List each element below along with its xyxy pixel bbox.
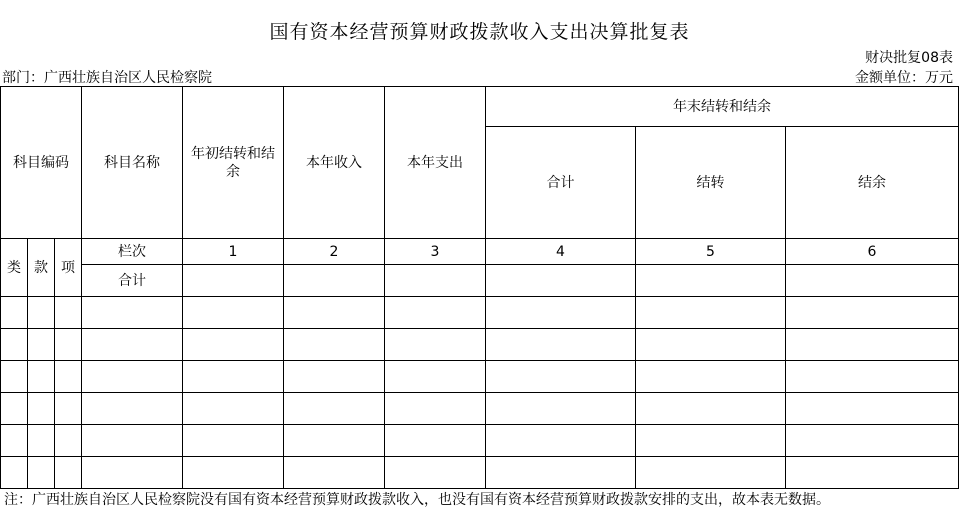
column-number: 6 xyxy=(786,239,959,265)
header-expense: 本年支出 xyxy=(385,87,486,239)
approval-table xyxy=(0,86,959,489)
table-cell xyxy=(385,265,486,297)
table-cell xyxy=(284,265,385,297)
table-row xyxy=(1,297,959,329)
header-end-total: 合计 xyxy=(486,127,636,239)
column-number: 4 xyxy=(486,239,636,265)
table-row xyxy=(1,393,959,425)
department-label: 部门：广西壮族自治区人民检察院 xyxy=(2,70,212,86)
header-begin-balance: 年初结转和结余 xyxy=(183,87,284,239)
column-index-label: 栏次 xyxy=(82,239,183,265)
table-row xyxy=(1,425,959,457)
table-row xyxy=(1,329,959,361)
total-row xyxy=(1,265,959,297)
form-code: 财决批复08表 xyxy=(865,50,953,66)
footnote: 注：广西壮族自治区人民检察院没有国有资本经营预算财政拨款收入，也没有国有资本经营预算财政拨款安排的支出，故本表无数据。 xyxy=(4,492,830,508)
table-cell xyxy=(786,265,959,297)
header-end-carry: 结转 xyxy=(636,127,786,239)
column-number: 3 xyxy=(385,239,486,265)
header-subject-name: 科目名称 xyxy=(82,87,183,239)
table-cell xyxy=(183,265,284,297)
header-income: 本年收入 xyxy=(284,87,385,239)
column-number: 5 xyxy=(636,239,786,265)
header-subject-code: 科目编码 xyxy=(1,87,82,239)
header-end-balance-group: 年末结转和结余 xyxy=(486,87,959,127)
column-number: 1 xyxy=(183,239,284,265)
header-item: 项 xyxy=(55,239,82,297)
amount-unit-label: 金额单位：万元 xyxy=(855,70,953,86)
header-end-surplus: 结余 xyxy=(786,127,959,239)
total-label: 合计 xyxy=(82,265,183,297)
column-number: 2 xyxy=(284,239,385,265)
table-row xyxy=(1,361,959,393)
header-class: 类 xyxy=(1,239,28,297)
table-cell xyxy=(636,265,786,297)
table-cell xyxy=(486,265,636,297)
header-section: 款 xyxy=(28,239,55,297)
table-row xyxy=(1,457,959,489)
report-title: 国有资本经营预算财政拨款收入支出决算批复表 xyxy=(269,21,690,43)
